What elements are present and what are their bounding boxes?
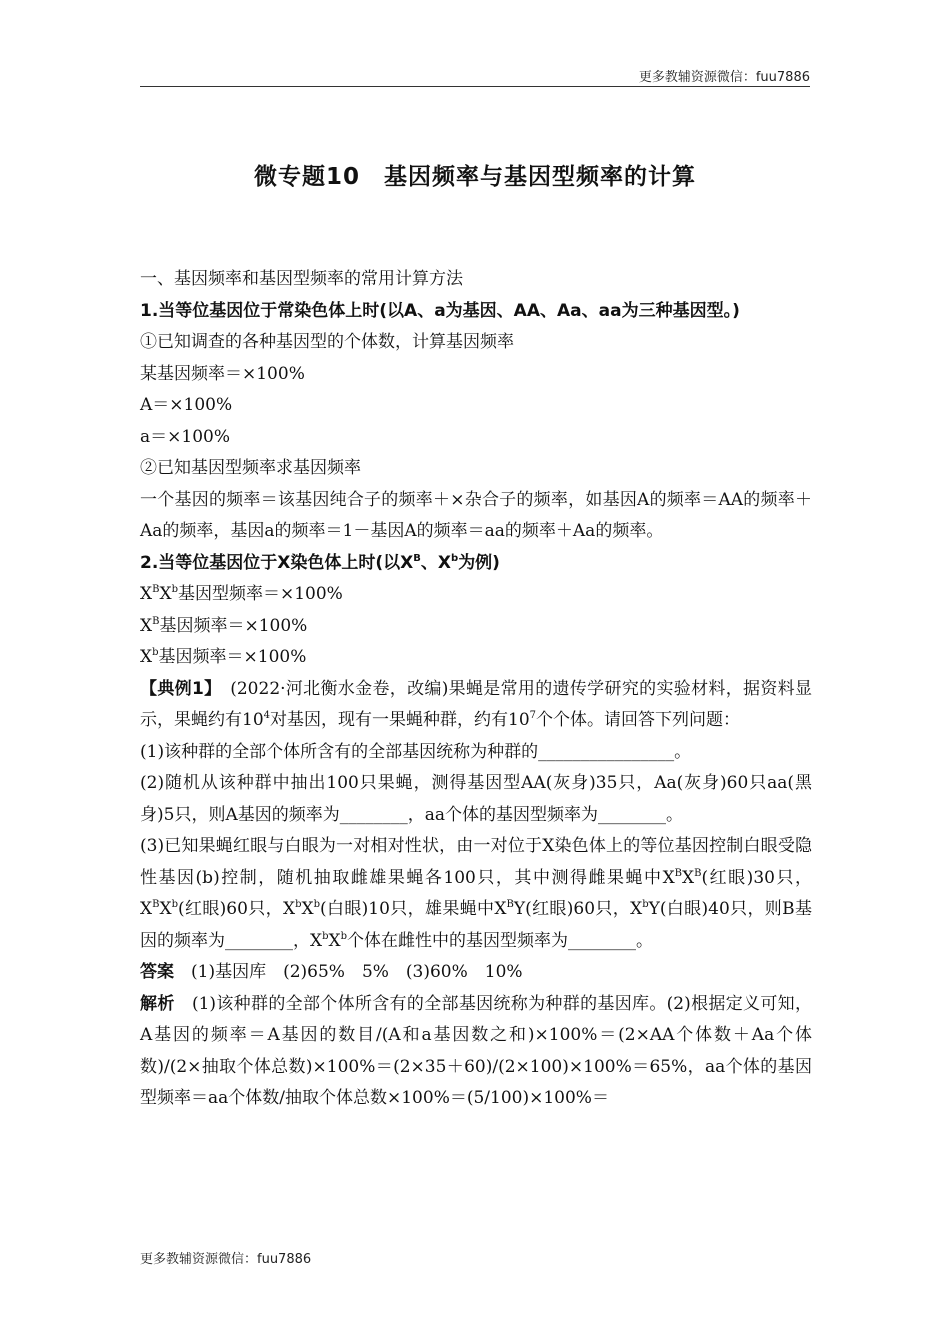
question-3: (3)已知果蝇红眼与白眼为一对相对性状，由一对位于X染色体上的等位基因控制白眼受隐性基因(b)控制，随机抽取雌雄果蝇各100只，其中测得雌果蝇中$X^BX^B$(红眼)30只，$X^BX^b$(红眼)60只，$X^bX^b$(白眼)10只，雄果蝇中$X^BY$(红眼)60只，$X^bY$(白眼)40只，则B基因的频率为________，$X^bX^b$个体在雌性中的基因型频率为________。 [140,836,812,951]
answer-label: 答案 [140,962,174,982]
example-label: 【典例1】 [140,678,213,699]
sub-heading-1: ①已知调查的各种基因型的个体数，计算基因频率 [140,332,514,352]
header-note: 更多教辅资源微信：fuu7886 [638,70,810,85]
sub-heading-2: ②已知基因型频率求基因频率 [140,458,361,478]
footer-note: 更多教辅资源微信：fuu7886 [140,1252,312,1267]
genotype-formula-1: $X^BX^b$基因型频率＝×100% [140,584,343,604]
answer: 答案 (1)基因库 (2)65% 5% (3)60% 10% [140,962,523,982]
section-heading: 一、基因频率和基因型频率的常用计算方法 [140,269,463,289]
example-intro: 【典例1】 (2022·河北衡水金卷，改编)果蝇是常用的遗传学研究的实验材料，据资料显示，果蝇约有$10^4$对基因，现有一果蝇种群，约有$10^7$个个体。请回答下列问题： [140,678,812,730]
formula-3: a＝×100% [140,426,230,447]
analysis: 解析 (1)该种群的全部个体所含有的全部基因统称为种群的基因库。(2)根据定义可知，A基因的频率＝A基因的数目/(A和a基因数之和)×100%＝(2×AA个体数＋Aa个体数)/(2×抽取个体总数)×100%＝(2×35＋60)/(2×100)×100%＝65%，aa个体的基因型频率＝aa个体数/抽取个体总数×100%＝(5/100)×100%＝ [140,993,812,1108]
item-1-heading: 1.当等位基因位于常染色体上时(以A、a为基因、AA、Aa、aa为三种基因型。) [140,300,740,321]
document-body [140,264,812,1115]
page-title: 微专题10 基因频率与基因型频率的计算 [253,164,696,190]
genotype-formula-2: $X^B$基因频率＝×100% [140,615,308,636]
explanation-paragraph: 一个基因的频率＝该基因纯合子的频率＋×杂合子的频率，如基因A的频率＝AA的频率＋Aa的频率，基因a的频率＝1－基因A的频率＝aa的频率＋Aa的频率。 [140,489,812,541]
formula-2: A＝×100% [140,395,233,415]
item-2-heading: 2.当等位基因位于X染色体上时(以$X^B$、$X^b$为例) [140,552,500,573]
genotype-formula-3: $X^b$基因频率＝×100% [140,647,307,667]
formula-1: 某基因频率＝×100% [140,363,305,384]
question-2: (2)随机从该种群中抽出100只果蝇，测得基因型AA(灰身)35只，Aa(灰身)60只aa(黑身)5只，则A基因的频率为________，aa个体的基因型频率为________。 [140,773,812,825]
analysis-label: 解析 [140,993,175,1014]
question-1: (1)该种群的全部个体所含有的全部基因统称为种群的________________。 [140,741,692,762]
header-rule [140,86,810,87]
